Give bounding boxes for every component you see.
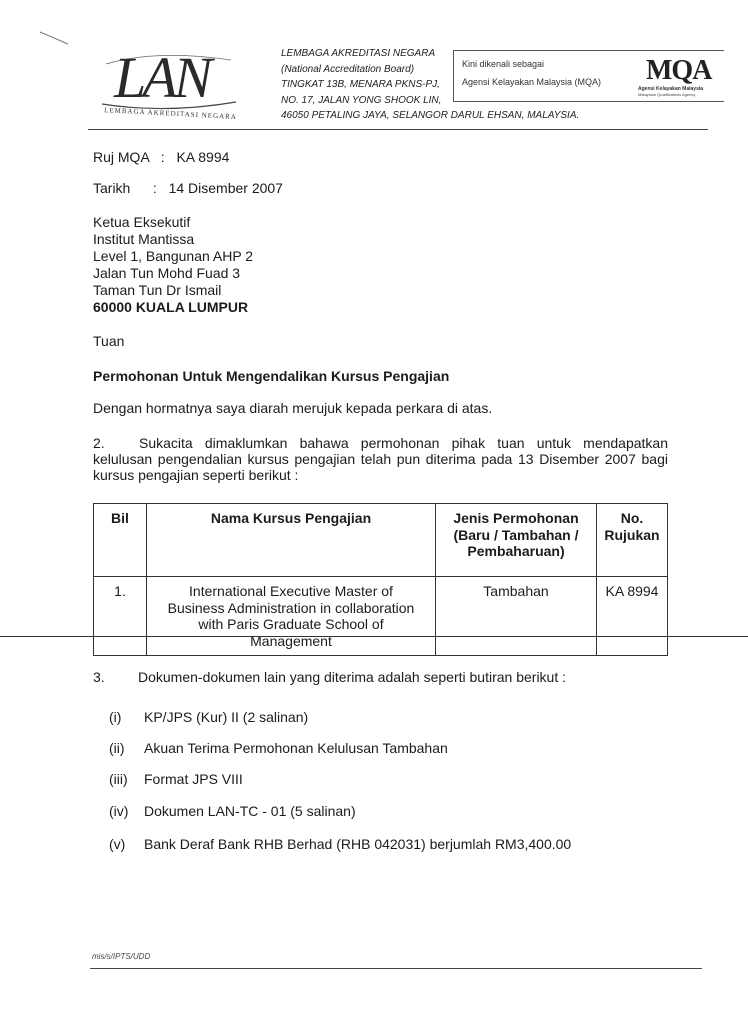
recipient-line: Level 1, Bangunan AHP 2 [93,248,254,264]
header-nama: Nama Kursus Pengajian [147,504,436,577]
header-rujukan [597,504,668,577]
recipient-address [93,214,253,316]
date-line [93,180,283,196]
cell-nama-line: Business Administration in collaboration [167,599,415,616]
reference-value: KA 8994 [176,149,230,165]
header-bil: Bil [94,504,147,577]
header-jenis-line: Pembaharuan) [467,543,565,559]
document-item-text: Bank Deraf Bank RHB Berhad (RHB 042031) berjumlah RM3,400.00 [144,836,572,852]
mqa-notice-box [453,50,724,102]
document-item-number: (v) [109,836,126,852]
course-table [93,503,668,656]
mqa-logo [638,57,722,97]
document-item [109,709,308,725]
document-item-text: Dokumen LAN-TC - 01 (5 salinan) [144,803,356,819]
document-item-text: KP/JPS (Kur) II (2 salinan) [144,709,309,725]
document-item [109,803,356,819]
cell-jenis: Tambahan [436,577,597,656]
mqa-logo-sub1: Agensi Kelayakan Malaysia [638,86,704,92]
document-item [109,771,243,787]
opening-paragraph: Dengan hormatnya saya diarah merujuk kepada perkara di atas. [93,400,493,416]
date-label: Tarikh [93,180,131,196]
cell-bil: 1. [94,577,147,656]
mqa-notice-line2: Agensi Kelayakan Malaysia (MQA) [462,77,602,87]
paragraph-3 [93,669,566,685]
cell-nama [147,577,436,656]
document-item [109,740,448,756]
recipient-line: Taman Tun Dr Ismail [93,282,222,298]
mqa-notice-line1: Kini dikenali sebagai [462,59,545,69]
scan-mark-decoration [40,30,70,46]
paragraph-2-number: 2. [93,435,105,451]
recipient-city: 60000 KUALA LUMPUR [93,299,249,315]
document-item-number: (i) [109,709,122,725]
header-rujukan-line: Rujukan [604,526,660,543]
header-jenis [436,504,597,577]
recipient-line: Ketua Eksekutif [93,214,191,230]
recipient-line: Jalan Tun Mohd Fuad 3 [93,265,241,281]
scan-artifact-line [0,636,748,637]
date-value: 14 Disember 2007 [168,180,283,196]
lan-logo [96,44,246,129]
cell-nama-line: International Executive Master of [189,583,393,599]
paragraph-2 [93,435,668,483]
date-sep: : [152,180,157,196]
address-line: (National Accreditation Board) [281,63,415,75]
address-line: 46050 PETALING JAYA, SELANGOR DARUL EHSAN, MALAYSIA. [281,110,580,121]
document-item-number: (iii) [109,771,128,787]
lan-logo-letters: LAN [114,45,209,110]
paragraph-2-text: Sukacita dimaklumkan bahawa permohonan pihak tuan untuk mendapatkan kelulusan pengendalian kursus pengajian telah pun diterima pada 13 Disember 2007 bagi kursus pengajian seperti berikut : [93,435,668,483]
document-item-number: (iv) [109,803,129,819]
document-item [109,836,571,852]
mqa-logo-sub2: Malaysian Qualifications Agency [638,92,696,97]
mqa-logo-mark: MQA [646,55,712,86]
salutation: Tuan [93,333,125,349]
address-line: NO. 17, JALAN YONG SHOOK LIN, [281,94,442,106]
reference-line [93,149,229,165]
header-jenis-line: Jenis Permohonan [453,510,579,526]
paragraph-3-number: 3. [93,669,105,685]
cell-nama-line: with Paris Graduate School of [198,616,384,632]
cell-nama-line: Management [250,632,332,649]
header-rujukan-line: No. [620,510,644,526]
recipient-line: Institut Mantissa [93,231,195,247]
document-item-text: Format JPS VIII [144,771,243,787]
header-jenis-line: (Baru / Tambahan / [453,526,579,543]
paragraph-3-text: Dokumen-dokumen lain yang diterima adalah seperti butiran berikut : [138,669,567,685]
footer-divider [90,968,702,969]
reference-label: Ruj MQA [93,149,150,165]
document-item-number: (ii) [109,740,125,756]
document-item-text: Akuan Terima Permohonan Kelulusan Tambahan [144,740,448,756]
lan-logo-caption: LEMBAGA AKREDITASI NEGARA [103,106,238,122]
letterhead-divider [88,129,708,130]
address-line: TINGKAT 13B, MENARA PKNS-PJ, [281,79,440,90]
cell-rujukan: KA 8994 [597,577,668,656]
table-row [94,577,668,656]
letter-subject: Permohonan Untuk Mengendalikan Kursus Pengajian [93,368,450,384]
footer-code: mis/s/IPTS/UDD [92,952,151,961]
table-header-row [94,504,668,577]
address-line: LEMBAGA AKREDITASI NEGARA [281,48,436,59]
reference-sep: : [160,149,165,165]
